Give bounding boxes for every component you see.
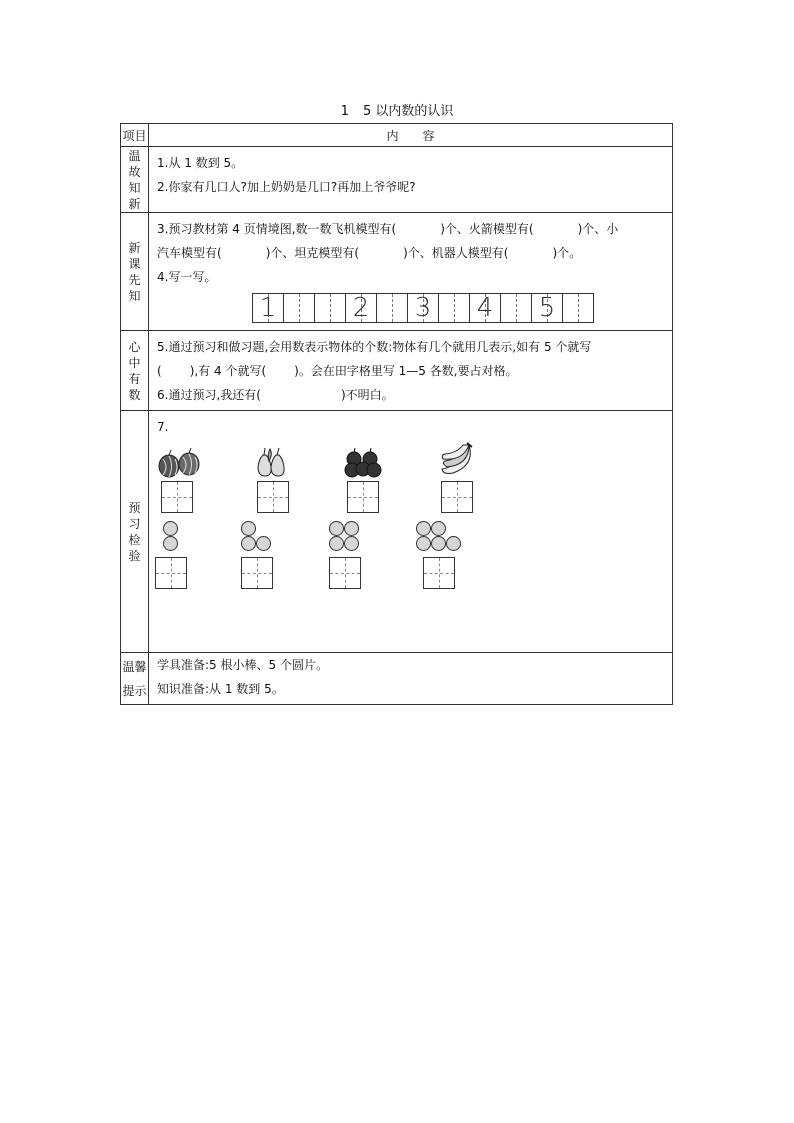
circle-dot	[241, 536, 256, 551]
question-6: 6.通过预习,我还有( )不明白。	[157, 388, 394, 402]
pear-icon	[253, 445, 289, 479]
answer-box-dots-2[interactable]	[155, 557, 187, 589]
exercise-area	[157, 439, 666, 649]
question-1: 1.从 1 数到 5。	[157, 156, 244, 170]
page-title: 1 5 以内数的认识	[340, 104, 454, 119]
answer-box-banana[interactable]	[441, 481, 473, 513]
writing-cell	[345, 293, 376, 323]
digit-2: 2	[352, 293, 370, 323]
writing-cell[interactable]	[376, 293, 407, 323]
row-review	[121, 147, 673, 213]
digit-5: 5	[538, 293, 556, 323]
question-5: 5.通过预习和做习题,会用数表示物体的个数:物体有几个就用几表示,如有 5 个就写 ( ),有 4 个就写( )。会在田字格里写 1—5 各数,要占对格。	[157, 340, 592, 378]
question-4: 4.写一写。	[157, 270, 217, 284]
circle-dot	[344, 521, 359, 536]
circle-dot	[329, 521, 344, 536]
row-check	[121, 411, 673, 653]
writing-cell[interactable]	[283, 293, 314, 323]
label-tips: 温馨 提示	[121, 653, 149, 705]
answer-box-dots-5[interactable]	[423, 557, 455, 589]
row-newlesson	[121, 213, 673, 331]
label-review: 温 故 知 新	[121, 147, 149, 213]
circle-dot	[163, 536, 178, 551]
watermelon-icon	[157, 447, 203, 479]
digit-1: 1	[259, 293, 277, 323]
digit-4: 4	[476, 293, 494, 323]
writing-cell[interactable]	[500, 293, 531, 323]
question-7: 7.	[157, 420, 169, 434]
circle-dot	[416, 521, 431, 536]
answer-box-watermelon[interactable]	[161, 481, 193, 513]
answer-box-dots-3[interactable]	[241, 557, 273, 589]
circle-dot	[431, 521, 446, 536]
row-tips	[121, 653, 673, 705]
circle-dot	[163, 521, 178, 536]
writing-cell[interactable]	[314, 293, 345, 323]
banana-icon	[439, 441, 477, 477]
label-mind: 心 中 有 数	[121, 331, 149, 411]
circle-dot	[344, 536, 359, 551]
writing-cell	[407, 293, 438, 323]
label-check: 预 习 检 验	[121, 411, 149, 653]
lesson-table	[120, 123, 673, 705]
writing-grid	[252, 293, 666, 323]
circle-dot	[241, 521, 256, 536]
writing-cell[interactable]	[438, 293, 469, 323]
tip-tools: 学具准备:5 根小棒、5 个圆片。	[157, 658, 328, 672]
label-newlesson: 新 课 先 知	[121, 213, 149, 331]
circle-dot	[416, 536, 431, 551]
question-3: 3.预习教材第 4 页情境图,数一数飞机模型有( )个、火箭模型有( )个、小 汽车模型有( )个、坦克模型有( )个、机器人模型有( )个。	[157, 222, 619, 260]
answer-box-pear[interactable]	[257, 481, 289, 513]
header-content: 内 容	[149, 124, 673, 147]
writing-cell	[252, 293, 283, 323]
circle-dot	[329, 536, 344, 551]
writing-cell	[469, 293, 500, 323]
writing-cell[interactable]	[562, 293, 594, 323]
circle-dot	[431, 536, 446, 551]
table-header	[121, 124, 673, 147]
tip-knowledge: 知识准备:从 1 数到 5。	[157, 682, 284, 696]
row-mind	[121, 331, 673, 411]
apple-icon	[343, 447, 383, 479]
circle-dot	[446, 536, 461, 551]
digit-3: 3	[414, 293, 432, 323]
answer-box-dots-4[interactable]	[329, 557, 361, 589]
header-item: 项目	[121, 124, 149, 147]
writing-cell	[531, 293, 562, 323]
circle-dot	[256, 536, 271, 551]
question-2: 2.你家有几口人?加上奶奶是几口?再加上爷爷呢?	[157, 180, 416, 194]
answer-box-apple[interactable]	[347, 481, 379, 513]
